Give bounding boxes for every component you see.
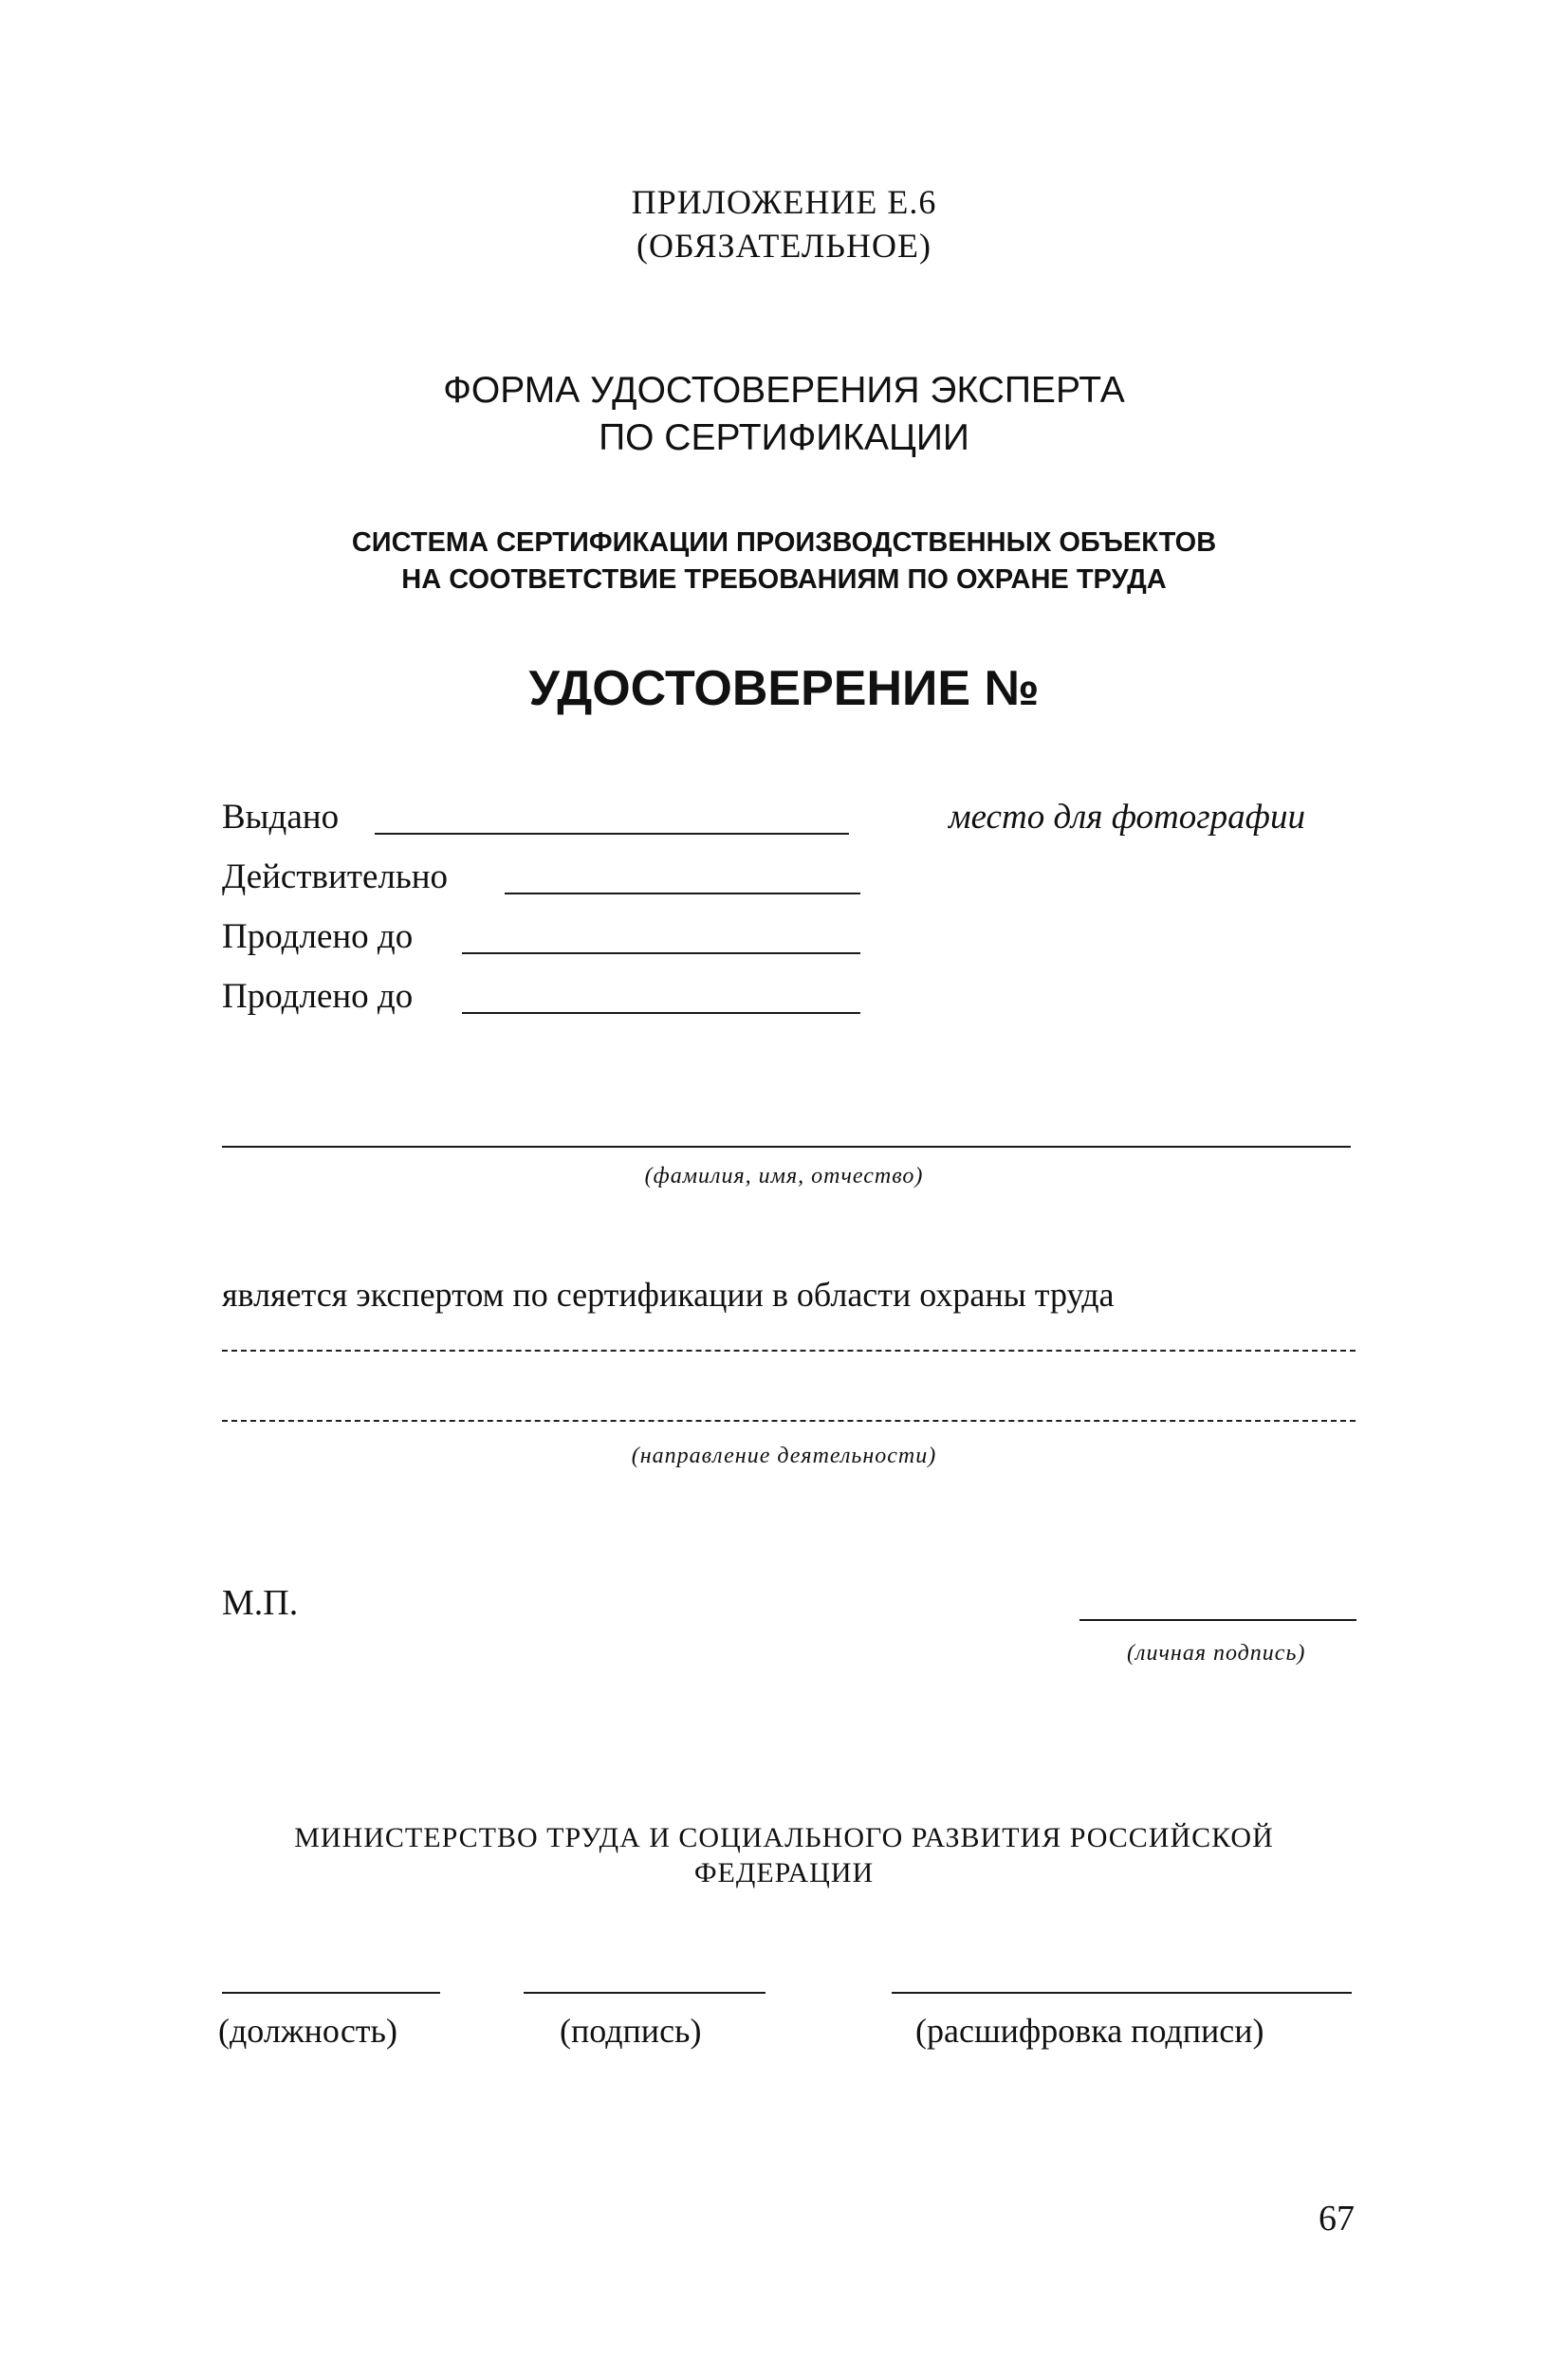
signature-line: [524, 1992, 766, 1994]
position-line: [222, 1992, 440, 1994]
page-number: 67: [1319, 2199, 1355, 2238]
field-line-extended-2: [462, 1012, 860, 1014]
field-label-issued: Выдано: [222, 798, 340, 837]
signature-caption: (подпись): [560, 2012, 702, 2050]
field-line-extended-1: [462, 952, 860, 954]
form-title-line1: ФОРМА УДОСТОВЕРЕНИЯ ЭКСПЕРТА: [443, 370, 1125, 411]
ministry-line1: МИНИСТЕРСТВО ТРУДА И СОЦИАЛЬНОГО РАЗВИТИЯ РОССИЙСКОЙ: [294, 1822, 1274, 1853]
system-name-line1: СИСТЕМА СЕРТИФИКАЦИИ ПРОИЗВОДСТВЕННЫХ ОБЪЕКТОВ: [351, 527, 1217, 558]
decoding-caption: (расшифровка подписи): [915, 2012, 1264, 2050]
appendix-label: ПРИЛОЖЕНИЕ Е.6: [631, 183, 937, 221]
field-line-valid: [505, 893, 860, 894]
direction-caption: (направление деятельности): [631, 1444, 937, 1468]
field-label-valid: Действительно: [222, 857, 449, 896]
form-title-line2: ПО СЕРТИФИКАЦИИ: [599, 417, 969, 458]
full-name-line: [222, 1146, 1351, 1148]
decoding-line: [892, 1992, 1352, 1994]
position-caption: (должность): [218, 2012, 397, 2050]
field-line-issued: [375, 833, 849, 835]
appendix-mandatory: (ОБЯЗАТЕЛЬНОЕ): [636, 227, 932, 265]
ministry-line2: ФЕДЕРАЦИИ: [693, 1857, 875, 1888]
system-name-line2: НА СООТВЕТСТВИЕ ТРЕБОВАНИЯМ ПО ОХРАНЕ ТРУДА: [401, 564, 1167, 595]
certificate-heading: УДОСТОВЕРЕНИЕ №: [528, 661, 1040, 716]
expert-statement: является экспертом по сертификации в области охраны труда: [222, 1276, 1115, 1314]
personal-signature-caption: (личная подпись): [1127, 1641, 1306, 1666]
field-label-extended-2: Продлено до: [222, 977, 414, 1016]
full-name-caption: (фамилия, имя, отчество): [644, 1164, 924, 1188]
photo-placeholder: место для фотографии: [949, 798, 1305, 837]
direction-line-2: [222, 1420, 1356, 1422]
field-label-extended-1: Продлено до: [222, 917, 414, 956]
stamp-place: М.П.: [222, 1583, 299, 1623]
personal-signature-line: [1079, 1619, 1356, 1621]
direction-line-1: [222, 1350, 1356, 1352]
